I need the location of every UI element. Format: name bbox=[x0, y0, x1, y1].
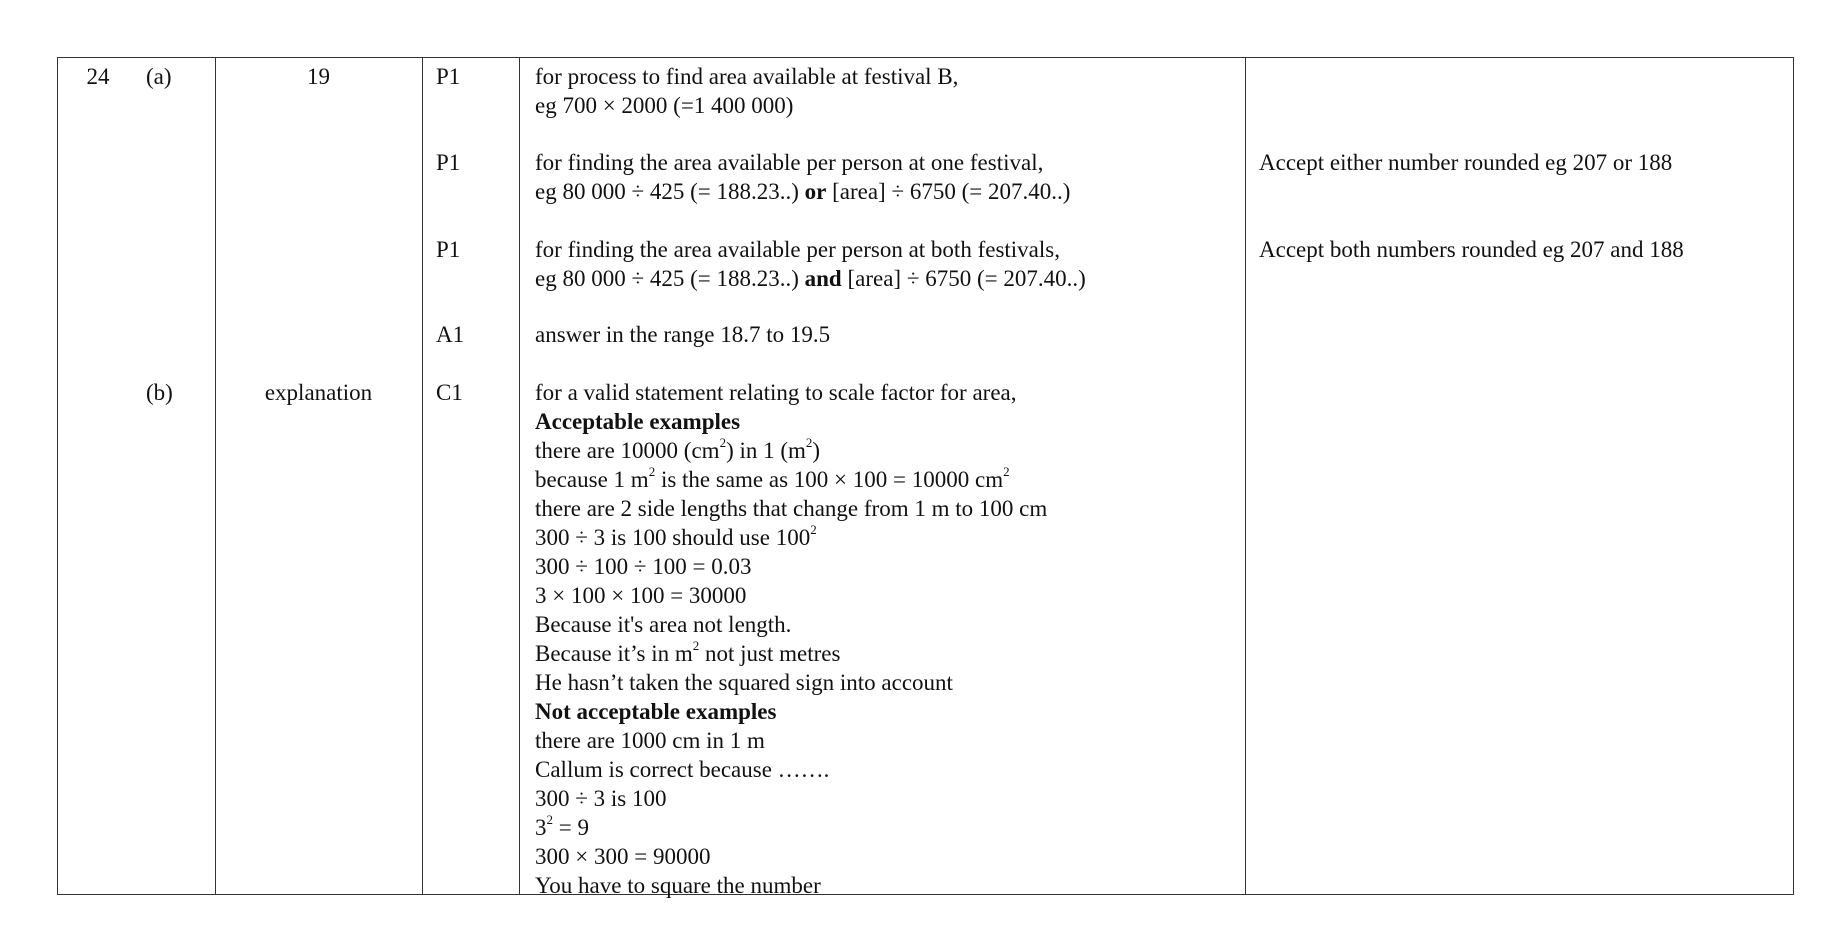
part-a-mark-4: A1 bbox=[436, 322, 465, 347]
guidance-line bbox=[535, 581, 1047, 610]
text-run: 3 bbox=[535, 815, 547, 840]
superscript: 2 bbox=[805, 435, 813, 451]
guidance-line bbox=[535, 668, 1047, 697]
bold-text: Acceptable examples bbox=[535, 409, 741, 434]
part-a-mark-1: P1 bbox=[436, 64, 461, 89]
text-run: eg 80 000 ÷ 425 (= 188.23..) bbox=[535, 179, 805, 204]
superscript: 2 bbox=[692, 638, 700, 654]
text-run: 3 × 100 × 100 = 30000 bbox=[535, 583, 747, 608]
guidance-line bbox=[535, 639, 1047, 668]
mark-scheme-table bbox=[57, 57, 1794, 898]
guidance-line bbox=[535, 494, 1047, 523]
text-run: eg 80 000 ÷ 425 (= 188.23..) bbox=[535, 266, 805, 291]
question-number: 24 bbox=[86, 64, 110, 89]
guidance-line bbox=[535, 755, 1047, 784]
text-run: there are 10000 (cm bbox=[535, 438, 720, 463]
text-run: = 9 bbox=[553, 815, 589, 840]
text-run: 300 × 300 = 90000 bbox=[535, 844, 711, 869]
text-run: because 1 m bbox=[535, 467, 649, 492]
text-run: for process to find area available at festival B, bbox=[535, 64, 959, 89]
guidance-line bbox=[535, 523, 1047, 552]
bold-text: Not acceptable examples bbox=[535, 699, 777, 724]
text-run: there are 2 side lengths that change from 1 m to 100 cm bbox=[535, 496, 1048, 521]
text-run: for finding the area available per person at one festival, bbox=[535, 150, 1044, 175]
part-a-label: (a) bbox=[146, 64, 172, 89]
part-a-guidance-4 bbox=[535, 320, 830, 349]
text-run: 300 ÷ 3 is 100 bbox=[535, 786, 667, 811]
guidance-line bbox=[535, 407, 1047, 436]
text-run: is the same as 100 × 100 = 10000 cm bbox=[655, 467, 1004, 492]
superscript: 2 bbox=[546, 812, 553, 828]
text-run: answer in the range 18.7 to 19.5 bbox=[535, 322, 831, 347]
text-run: ) in 1 (m bbox=[726, 438, 806, 463]
part-a-mark-2: P1 bbox=[436, 150, 461, 175]
guidance-line bbox=[535, 784, 1047, 813]
part-a-note-3: Accept both numbers rounded eg 207 and 188 bbox=[1259, 237, 1684, 262]
superscript: 2 bbox=[648, 464, 656, 480]
guidance-line bbox=[535, 697, 1047, 726]
part-a-mark-3: P1 bbox=[436, 237, 461, 262]
column-divider bbox=[519, 58, 520, 894]
text-run: for finding the area available per person at both festivals, bbox=[535, 237, 1060, 262]
part-a-guidance-3 bbox=[535, 235, 1086, 293]
text-run: [area] ÷ 6750 (= 207.40..) bbox=[841, 266, 1086, 291]
guidance-line bbox=[535, 436, 1047, 465]
part-a-note-2: Accept either number rounded eg 207 or 188 bbox=[1259, 150, 1673, 175]
guidance-line bbox=[535, 177, 1070, 206]
guidance-line bbox=[535, 264, 1086, 293]
guidance-line bbox=[535, 610, 1047, 639]
guidance-line bbox=[535, 465, 1047, 494]
guidance-line bbox=[535, 148, 1070, 177]
guidance-line bbox=[535, 91, 958, 120]
superscript: 2 bbox=[719, 435, 727, 451]
part-a-answer: 19 bbox=[307, 64, 330, 89]
part-b-mark: C1 bbox=[436, 380, 463, 405]
text-run: Callum is correct because ……. bbox=[535, 757, 830, 782]
guidance-line bbox=[535, 726, 1047, 755]
column-divider bbox=[215, 58, 216, 894]
column-divider bbox=[422, 58, 423, 894]
text-run: there are 1000 cm in 1 m bbox=[535, 728, 765, 753]
text-run: 300 ÷ 3 is 100 should use 100 bbox=[535, 525, 811, 550]
superscript: 2 bbox=[810, 522, 817, 538]
part-b-guidance bbox=[535, 378, 1047, 900]
part-a-guidance-1 bbox=[535, 62, 958, 120]
text-run: [area] ÷ 6750 (= 207.40..) bbox=[826, 179, 1071, 204]
bold-text: and bbox=[804, 266, 842, 291]
text-run: Because it’s in m bbox=[535, 641, 693, 666]
guidance-line bbox=[535, 320, 830, 349]
column-divider bbox=[1245, 58, 1246, 894]
guidance-line bbox=[535, 235, 1086, 264]
text-run: He hasn’t taken the squared sign into account bbox=[535, 670, 953, 695]
guidance-line bbox=[535, 871, 1047, 900]
part-b-answer: explanation bbox=[264, 380, 373, 405]
superscript: 2 bbox=[1003, 464, 1010, 480]
text-run: 300 ÷ 100 ÷ 100 = 0.03 bbox=[535, 554, 752, 579]
guidance-line bbox=[535, 552, 1047, 581]
bold-text: or bbox=[804, 179, 827, 204]
text-run: not just metres bbox=[699, 641, 841, 666]
part-a-guidance-2 bbox=[535, 148, 1070, 206]
guidance-line bbox=[535, 842, 1047, 871]
guidance-line bbox=[535, 813, 1047, 842]
text-run: for a valid statement relating to scale factor for area, bbox=[535, 380, 1017, 405]
text-run: Because it's area not length. bbox=[535, 612, 792, 637]
part-b-label: (b) bbox=[146, 380, 173, 405]
guidance-line bbox=[535, 62, 958, 91]
guidance-line bbox=[535, 378, 1047, 407]
text-run: eg 700 × 2000 (=1 400 000) bbox=[535, 93, 794, 118]
text-run: ) bbox=[812, 438, 821, 463]
text-run: You have to square the number bbox=[535, 873, 821, 898]
